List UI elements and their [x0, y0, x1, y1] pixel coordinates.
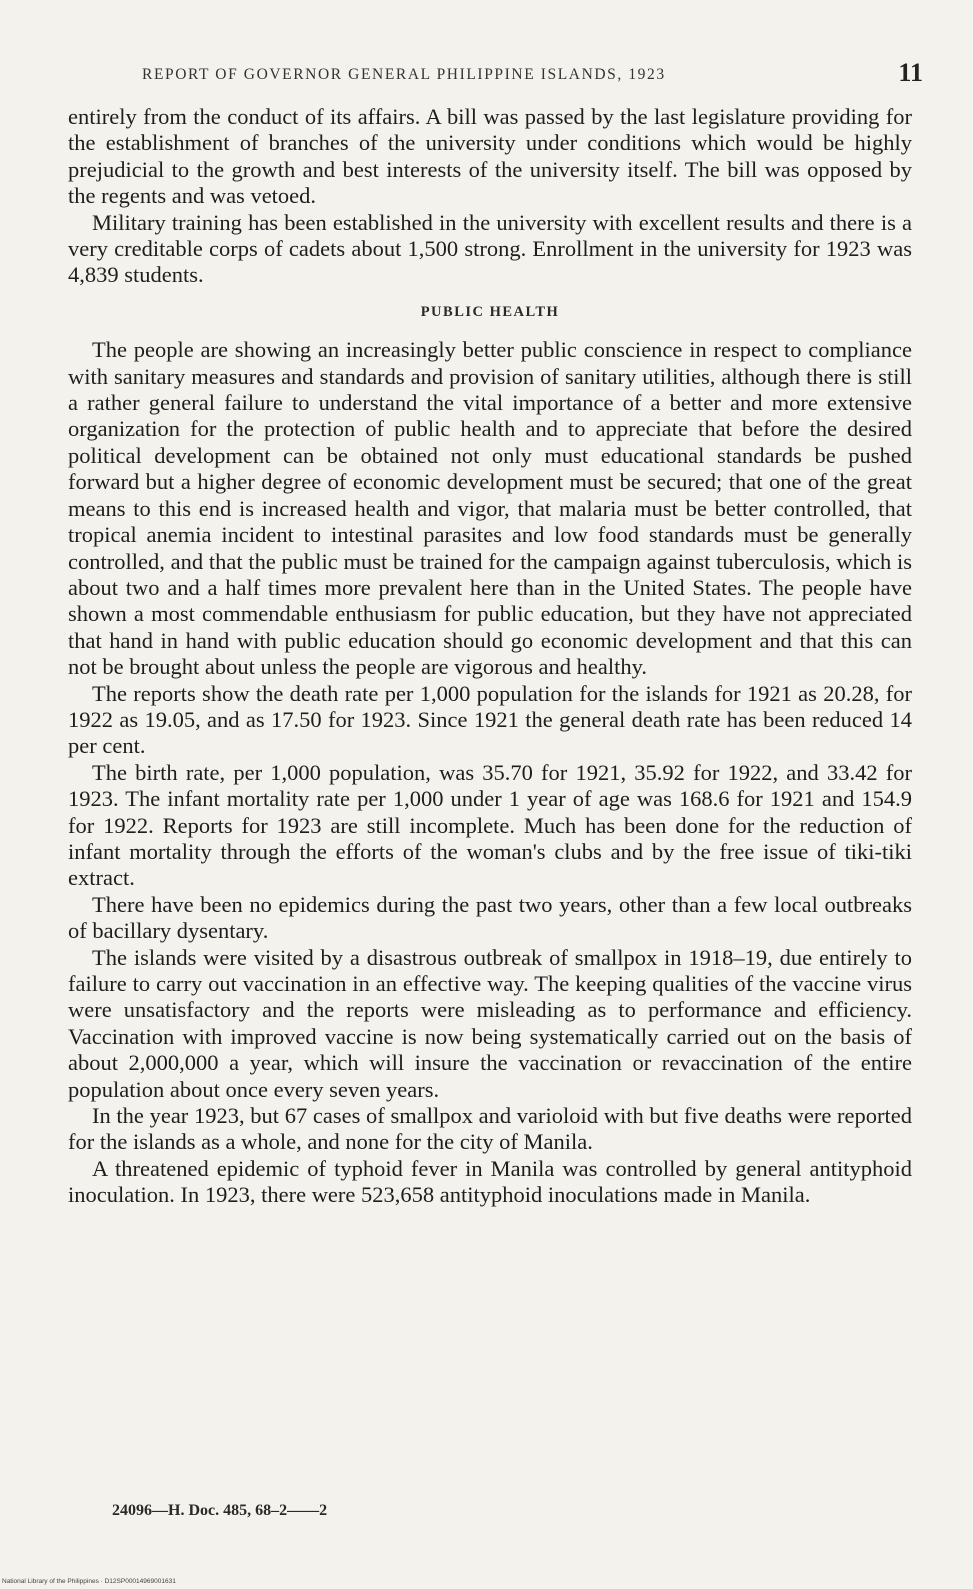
body-text — [68, 104, 912, 1209]
paragraph-death-rate: The reports show the death rate per 1,000 population for the islands for 1921 as 20.28, for 1922 as 19.05, and as 17.50 for 1923. Since 1921 the general death rate has been reduced 14 per cent. — [68, 680, 912, 759]
paragraph-university-affairs: entirely from the conduct of its affairs. A bill was passed by the last legislature providing for the establishment of branches of the university under conditions which would be highly prejudicial to the growth and best interests of the university itself. The bill was opposed by the regents and was vetoed. — [68, 104, 912, 209]
scan-credit: National Library of the Philippines · D12SP00014969001631 — [2, 1578, 176, 1585]
paragraph-epidemics: There have been no epidemics during the past two years, other than a few local outbreaks of bacillary dysentary. — [68, 891, 912, 944]
paragraph-typhoid: A threatened epidemic of typhoid fever in Manila was controlled by general antityphoid inoculation. In 1923, there were 523,658 antityphoid inoculations made in Manila. — [68, 1155, 912, 1208]
page-number: 11 — [898, 58, 923, 87]
paragraph-public-conscience: The people are showing an increasingly better public conscience in respect to compliance with sanitary measures and standards and provision of sanitary utilities, although there is still a rather general failure to understand the vital importance of a better and more extensive organization for the protection of public health and to appreciate that before the desired political development can be obtained not only must educational standards be pushed forward but a higher degree of economic development must be secured; that one of the great means to this end is increased health and vigor, that malaria must be better controlled, that tropical anemia incident to intestinal parasites and low food standards must be generally controlled, and that the public must be trained for the campaign against tuberculosis, which is about two and a half times more prevalent here than in the United States. The people have shown a most commendable enthusiasm for public education, but they have not appreciated that hand in hand with public education should go economic development and that this can not be brought about unless the people are vigorous and healthy. — [68, 337, 912, 680]
paragraph-birth-rate: The birth rate, per 1,000 population, was 35.70 for 1921, 35.92 for 1922, and 33.42 for 1923. The infant mortality rate per 1,000 under 1 year of age was 168.6 for 1921 and 154.9 for 1922. Reports for 1923 are still incomplete. Much has been done for the reduction of infant mortality through the efforts of the woman's clubs and by the free issue of tiki-tiki extract. — [68, 759, 912, 891]
paragraph-smallpox: The islands were visited by a disastrous outbreak of smallpox in 1918–19, due entirely to failure to carry out vaccination in an effective way. The keeping qualities of the vaccine virus were unsatisfactory and the reports were misleading as to performance and efficiency. Vaccination with improved vaccine is now being systematically carried out on the basis of about 2,000,000 a year, which will insure the vaccination or revaccination of the entire population about once every seven years. — [68, 944, 912, 1102]
paragraph-smallpox-1923: In the year 1923, but 67 cases of smallpox and varioloid with but five deaths were reported for the islands as a whole, and none for the city of Manila. — [68, 1103, 912, 1155]
running-title: REPORT OF GOVERNOR GENERAL PHILIPPINE ISLANDS, 1923 — [142, 66, 666, 83]
signature-line: 24096—H. Doc. 485, 68–2——2 — [112, 1502, 328, 1519]
paragraph-military-training: Military training has been established in the university with excellent results and there is a very creditable corps of cadets about 1,500 strong. Enrollment in the university for 1923 was 4,839 students. — [68, 209, 912, 288]
section-heading-public-health: PUBLIC HEALTH — [420, 303, 560, 320]
running-head — [72, 58, 923, 98]
